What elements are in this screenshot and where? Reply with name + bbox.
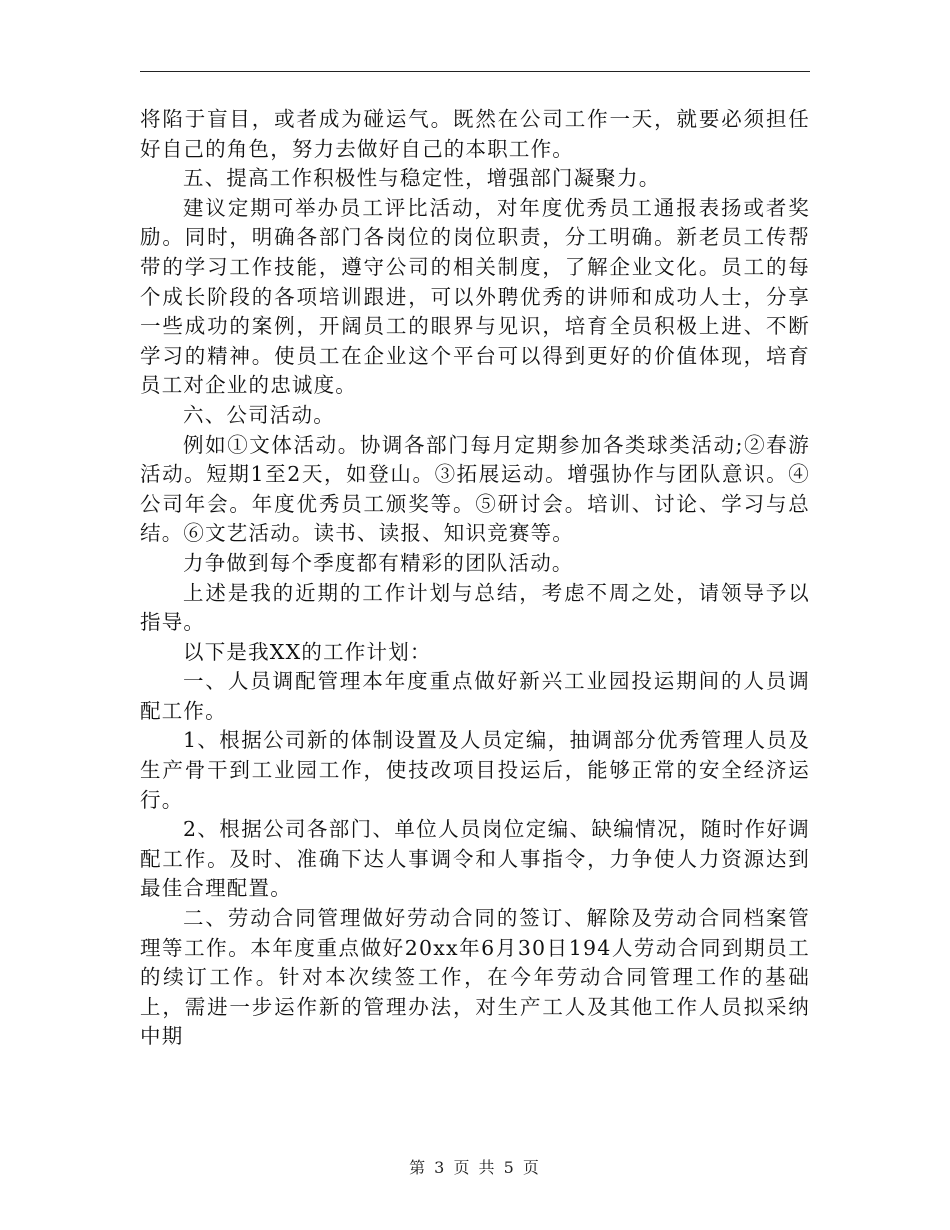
paragraph: 将陷于盲目，或者成为碰运气。既然在公司工作一天，就要必须担任好自己的角色，努力去做好自己的本职工作。 — [140, 107, 810, 161]
paragraph: 建议定期可举办员工评比活动，对年度优秀员工通报表扬或者奖励。同时，明确各部门各岗位的岗位职责，分工明确。新老员工传帮带的学习工作技能，遵守公司的相关制度，了解企业文化。员工的每个成长阶段的各项培训跟进，可以外聘优秀的讲师和成功人士，分享一些成功的案例，开阔员工的眼界与见识，培育全员积极上进、不断学习的精神。使员工在企业这个平台可以得到更好的价值体现，培育员工对企业的忠诚度。 — [140, 195, 810, 398]
list-item: 2、根据公司各部门、单位人员岗位定编、缺编情况，随时作好调配工作。及时、准确下达人事调令和人事指令，力争使人力资源达到最佳合理配置。 — [140, 817, 810, 901]
section-heading-1: 一、人员调配管理本年度重点做好新兴工业园投运期间的人员调配工作。 — [140, 669, 810, 723]
page-footer: 第 3 页 共 5 页 — [409, 1158, 541, 1177]
paragraph: 例如①文体活动。协调各部门每月定期参加各类球类活动;②春游活动。短期1至2天，如登山。③拓展运动。增强协作与团队意识。④公司年会。年度优秀员工颁奖等。⑤研讨会。培训、讨论、学习与总结。⑥文艺活动。读书、读报、知识竞赛等。 — [140, 432, 810, 546]
section-heading-6: 六、公司活动。 — [183, 402, 335, 427]
paragraph: 力争做到每个季度都有精彩的团队活动。 — [183, 550, 574, 575]
document-body — [140, 105, 810, 1052]
section-heading-2: 二、劳动合同管理做好劳动合同的签订、解除及劳动合同档案管理等工作。本年度重点做好20xx年6月30日194人劳动合同到期员工的续订工作。针对本次续签工作，在今年劳动合同管理工作的基础上，需进一步运作新的管理办法，对生产工人及其他工作人员拟采纳中期 — [140, 906, 810, 1049]
section-heading-5: 五、提高工作积极性与稳定性，增强部门凝聚力。 — [183, 166, 661, 191]
paragraph: 以下是我XX的工作计划： — [183, 639, 432, 664]
paragraph: 上述是我的近期的工作计划与总结，考虑不周之处，请领导予以指导。 — [140, 580, 810, 635]
list-item: 1、根据公司新的体制设置及人员定编，抽调部分优秀管理人员及生产骨干到工业园工作，使技改项目投运后，能够正常的安全经济运行。 — [140, 728, 810, 812]
header-rule — [140, 71, 810, 72]
